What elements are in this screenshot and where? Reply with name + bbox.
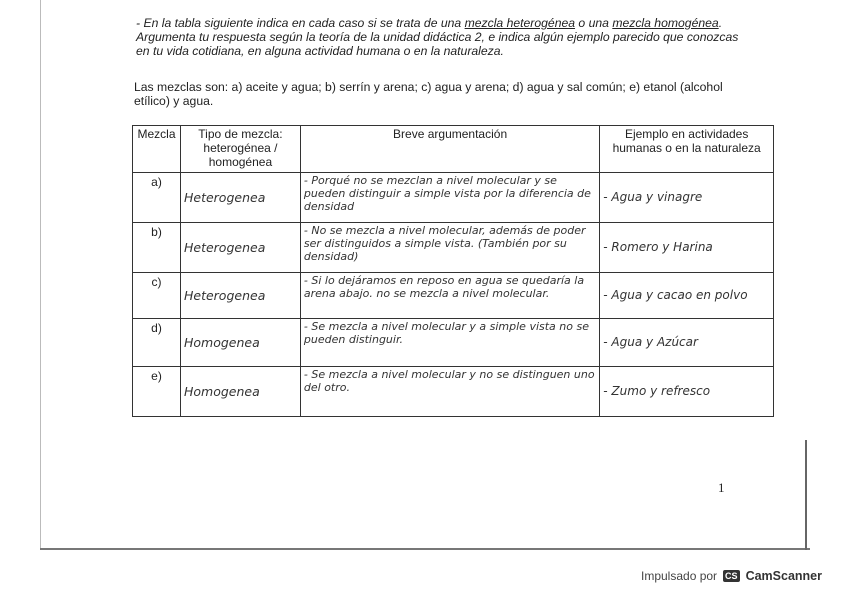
footer-brand: CamScanner [745,569,822,583]
row-type: Homogenea [180,319,300,367]
row-argument: - Se mezcla a nivel molecular y no se distinguen uno del otro. [300,367,599,417]
row-type: Heterogenea [180,223,300,273]
row-example: - Zumo y refresco [600,367,774,417]
table-header-row [133,126,774,173]
camscanner-footer [641,569,822,583]
row-type: Heterogenea [180,173,300,223]
row-argument: - Porqué no se mezclan a nivel molecular y se pueden distinguir a simple vista por la diferencia de densidad [300,173,599,223]
header-mixture: Mezcla [133,126,181,173]
footer-prefix: Impulsado por [641,569,718,583]
instructions-text: o una [575,16,613,30]
header-argument: Breve argumentación [300,126,599,173]
instructions-text: - En la tabla siguiente indica en cada caso si se trata de una [136,16,465,30]
header-type: Tipo de mezcla: heterogénea / homogénea [180,126,300,173]
row-argument: - Se mezcla a nivel molecular y a simple vista no se pueden distinguir. [300,319,599,367]
table-row [133,173,774,223]
row-example: - Agua y Azúcar [600,319,774,367]
row-example: - Agua y vinagre [600,173,774,223]
table-row [133,273,774,319]
row-argument: - Si lo dejáramos en reposo en agua se quedaría la arena abajo. no se mezcla a nivel molecular. [300,273,599,319]
row-label: a) [133,173,181,223]
row-type: Homogenea [180,367,300,417]
page-number: 1 [718,480,725,495]
term-heterogeneous: mezcla heterogénea [464,16,576,30]
camscanner-logo-icon: CS [725,571,738,581]
row-argument: - No se mezcla a nivel molecular, además de poder ser distinguidos a simple vista. (También por su densidad) [300,223,599,273]
header-example: Ejemplo en actividades humanas o en la naturaleza [600,126,774,173]
term-homogeneous: mezcla homogénea [612,16,719,30]
instructions-text: . Argumenta tu respuesta según la teoría de la unidad didáctica 2, e indica algún ejemplo parecido que conozcas en tu vida cotidiana, en alguna actividad humana o en la naturaleza. [136,16,739,58]
instructions [136,16,748,58]
row-label: c) [133,273,181,319]
row-label: b) [133,223,181,273]
table-row [133,223,774,273]
mixtures-list: Las mezclas son: a) aceite y agua; b) serrín y arena; c) agua y arena; d) agua y sal común; e) etanol (alcohol etílico) y agua. [134,80,723,108]
row-example: - Agua y cacao en polvo [600,273,774,319]
mixtures-table [132,125,774,417]
table-row [133,367,774,417]
row-type: Heterogenea [180,273,300,319]
page-edge-bottom [40,548,810,550]
row-example: - Romero y Harina [600,223,774,273]
row-label: e) [133,367,181,417]
page-edge-left [40,0,41,548]
page-edge-right [805,440,807,550]
table-row [133,319,774,367]
row-label: d) [133,319,181,367]
